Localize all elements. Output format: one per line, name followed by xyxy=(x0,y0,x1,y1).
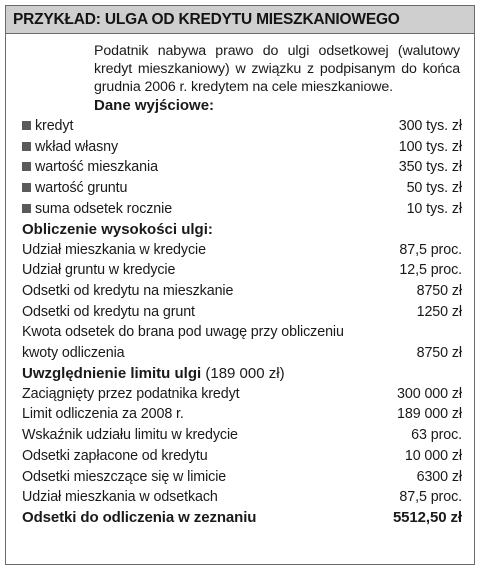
table-row xyxy=(22,467,462,488)
square-bullet-icon xyxy=(22,204,31,213)
list-item xyxy=(22,157,462,178)
table-row xyxy=(22,446,462,467)
table-row xyxy=(22,404,462,425)
row-value: 87,5 proc. xyxy=(399,489,462,506)
row-value: 87,5 proc. xyxy=(399,241,462,258)
row-value: 300 000 zł xyxy=(397,385,462,402)
row-value: 189 000 zł xyxy=(397,406,462,423)
row-value: 12,5 proc. xyxy=(399,262,462,279)
table-row xyxy=(22,240,462,261)
box-title: PRZYKŁAD: ULGA OD KREDYTU MIESZKANIOWEGO xyxy=(6,6,474,34)
intro-paragraph: Podatnik nabywa prawo do ulgi odsetkowej (walutowy kredyt mieszkaniowy) w związku z podpisanym do końca grudnia 2006 r. kredytem na cele mieszkaniowe. xyxy=(94,43,460,95)
item-label: wartość gruntu xyxy=(35,180,128,197)
final-label: Odsetki do odliczenia w zeznaniu xyxy=(22,508,257,526)
row-label: Limit odliczenia za 2008 r. xyxy=(22,406,184,423)
item-value: 10 tys. zł xyxy=(406,200,462,217)
list-item xyxy=(22,178,462,199)
row-label-line2: kwoty odliczenia xyxy=(22,345,125,362)
table-row xyxy=(22,302,462,323)
dane-title: Dane wyjściowe: xyxy=(94,97,215,114)
row-value: 8750 zł xyxy=(416,282,462,299)
row-value: 1250 zł xyxy=(416,303,462,320)
item-label: wartość mieszkania xyxy=(35,159,158,176)
obliczenie-title: Obliczenie wysokości ulgi: xyxy=(22,220,213,238)
row-value: 63 proc. xyxy=(411,427,462,444)
table-row xyxy=(22,384,462,405)
row-label: Udział mieszkania w kredycie xyxy=(22,241,206,258)
limit-title-text: Uwzględnienie limitu ulgi xyxy=(22,364,202,382)
item-label: suma odsetek rocznie xyxy=(35,200,173,217)
final-row xyxy=(22,508,462,529)
row-label: Zaciągnięty przez podatnika kredyt xyxy=(22,385,240,402)
list-item xyxy=(22,137,462,158)
item-label: wkład własny xyxy=(35,138,119,155)
square-bullet-icon xyxy=(22,162,31,171)
item-value: 100 tys. zł xyxy=(398,138,462,155)
table-row xyxy=(22,281,462,302)
table-row xyxy=(22,322,462,363)
item-value: 350 tys. zł xyxy=(398,159,462,176)
row-label: Odsetki mieszczące się w limicie xyxy=(22,468,227,485)
list-item xyxy=(22,116,462,137)
square-bullet-icon xyxy=(22,121,31,130)
row-label: Odsetki od kredytu na mieszkanie xyxy=(22,282,234,299)
item-label: kredyt xyxy=(35,118,74,134)
item-value: 300 tys. zł xyxy=(398,118,462,134)
row-label: Udział mieszkania w odsetkach xyxy=(22,489,218,506)
final-value: 5512,50 zł xyxy=(392,508,462,526)
row-value: 8750 zł xyxy=(416,345,462,362)
row-value: 6300 zł xyxy=(416,468,462,485)
row-label-line1: Kwota odsetek do brana pod uwagę przy obliczeniu xyxy=(22,324,344,341)
row-value: 10 000 zł xyxy=(404,447,462,464)
table-row xyxy=(22,425,462,446)
row-label: Odsetki od kredytu na grunt xyxy=(22,303,195,320)
item-value: 50 tys. zł xyxy=(406,180,462,197)
row-label: Odsetki zapłacone od kredytu xyxy=(22,447,208,464)
example-box xyxy=(5,5,475,565)
limit-title-amount: (189 000 zł) xyxy=(201,364,285,382)
square-bullet-icon xyxy=(22,142,31,151)
square-bullet-icon xyxy=(22,183,31,192)
list-item xyxy=(22,199,462,220)
dane-list xyxy=(6,116,474,529)
row-label: Udział gruntu w kredycie xyxy=(22,262,176,279)
table-row xyxy=(22,260,462,281)
row-label: Wskaźnik udziału limitu w kredycie xyxy=(22,427,238,444)
table-row xyxy=(22,487,462,508)
limit-title xyxy=(22,364,462,384)
